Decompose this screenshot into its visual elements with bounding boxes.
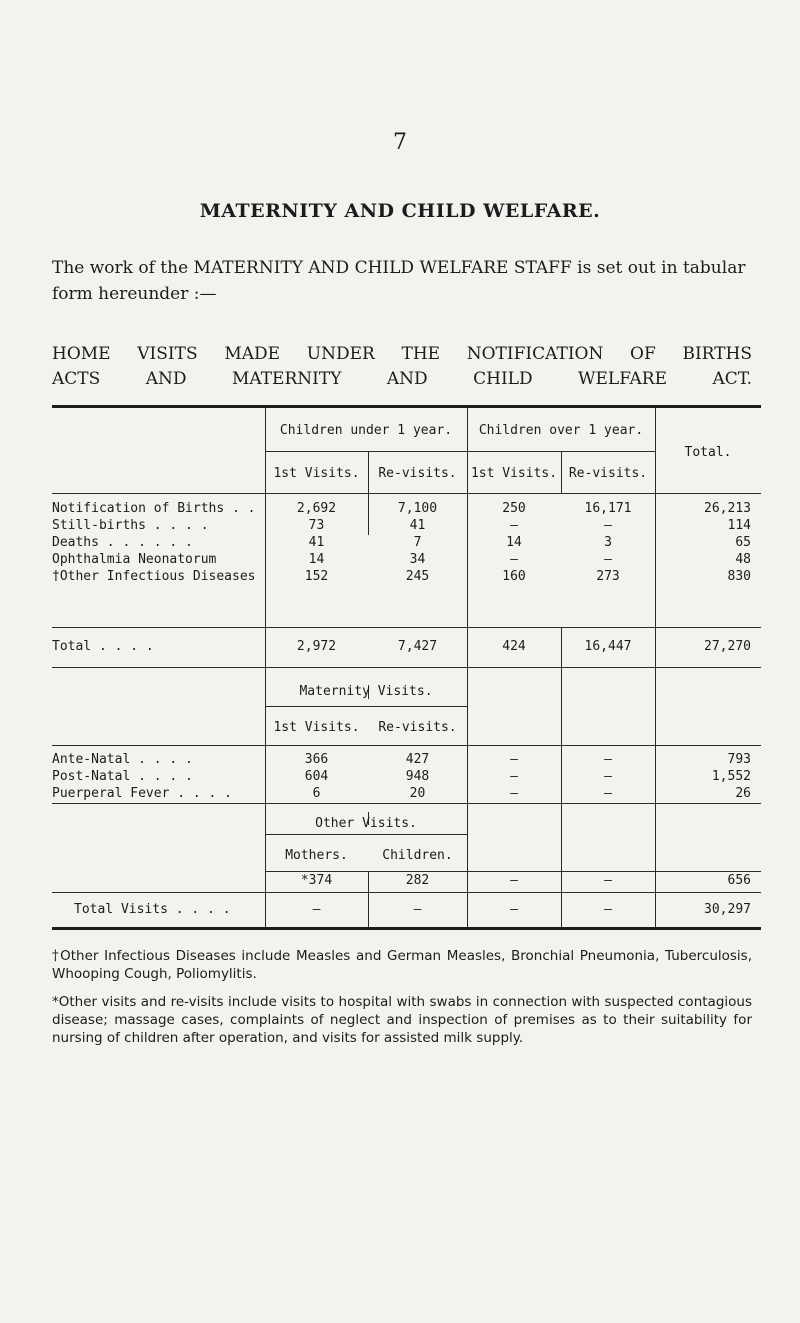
other-cell: — [510,873,518,888]
table-cell: 366 [304,752,329,767]
grand-total-cell: — [312,902,321,917]
dagger-symbol: † [52,948,61,964]
other-subheader-rule [265,834,467,835]
other-cell: — [604,873,612,888]
maternity-first-visits: 1st Visits. [273,720,360,735]
other-cell: *374 [300,873,333,888]
table-cell: 6 [312,786,321,801]
total-cell: 424 [502,639,526,654]
table-cell: 65 [735,535,751,550]
total-top-rule [52,627,761,628]
group-header-over-1: Children over 1 year. [478,423,644,438]
table-row-label: Deaths . . . . . . [52,535,193,550]
table-cell: 152 [304,569,329,584]
grand-total-cell: — [604,902,612,917]
maternity-header-bottom-rule [52,745,761,746]
table-cell: 41 [308,535,325,550]
maternity-subheader-rule [265,706,467,707]
section-heading [52,342,752,392]
table-cell: 830 [727,569,751,584]
table-cell: 16,171 [584,501,632,516]
other-visits-header: Other Visits. [315,816,417,831]
table-cell: 34 [409,552,426,567]
subheader-re-visits-1: Re-visits. [378,466,457,481]
table-row-label: Still-births . . . . [52,518,209,533]
section-heading-line-2: ACTS AND MATERNITY AND CHILD WELFARE ACT. [52,369,752,389]
table-cell: 427 [405,752,430,767]
other-mothers-header: Mothers. [285,848,348,863]
other-header-bottom-rule [265,871,761,872]
table-cell: 14 [308,552,325,567]
table-cell: — [510,769,518,784]
total-cell: 16,447 [584,639,632,654]
grand-total-top-rule [52,892,761,893]
table-cell: 20 [409,786,426,801]
table-cell: 245 [405,569,430,584]
table-cell: — [510,752,518,767]
table-cell: 7,100 [397,501,438,516]
table-cell: 948 [405,769,430,784]
table-bottom-rule [52,927,761,930]
maternity-visits-header: Maternity Visits. [299,684,433,699]
table-row-label: Ante-Natal . . . . [52,752,193,767]
table-cell: 2,692 [296,501,337,516]
total-cell: 7,427 [397,639,438,654]
table-cell: 48 [735,552,751,567]
other-children-header: Children. [382,848,453,863]
other-cell: 656 [727,873,751,888]
table-cell: 793 [727,752,751,767]
footnotes [52,947,752,1057]
table-cell: — [604,552,612,567]
total-header: Total. [684,445,732,460]
table-cell: 41 [409,518,426,533]
intro-paragraph: The work of the MATERNITY AND CHILD WELFARE STAFF is set out in tabular form hereunder :— [52,258,746,304]
star-footnote: *Other visits and re-visits include visits to hospital with swabs in connection with suspected contagious disease; massage cases, complaints of neglect and inspection of premises as to their suitability for nursing of children after operation, and visits for assisted milk supply. [52,994,752,1046]
total-row-label: Total . . . . [52,639,154,654]
other-cell: 282 [405,873,430,888]
maternity-re-visits: Re-visits. [378,720,457,735]
total-bottom-rule [52,667,761,668]
table-cell: — [604,769,612,784]
table-cell: 26 [735,786,751,801]
visits-table [52,405,761,930]
table-cell: — [510,552,518,567]
table-cell: 73 [308,518,325,533]
page-number: 7 [393,130,407,155]
table-cell: 1,552 [711,769,751,784]
dagger-footnote [52,947,752,983]
table-cell: — [604,752,612,767]
subheader-first-visits-2: 1st Visits. [470,466,558,481]
table-cell: 14 [506,535,522,550]
table-row-label: Ophthalmia Neonatorum [52,552,217,567]
other-top-rule [52,803,761,804]
table-cell: 273 [596,569,620,584]
table-cell: — [604,518,612,533]
table-row-label: Notification of Births . . [52,501,256,516]
subheader-re-visits-2: Re-visits. [568,466,648,481]
group-header-under-1: Children under 1 year. [279,423,453,438]
table-cell: 604 [304,769,329,784]
total-cell: 27,270 [704,639,751,654]
grand-total-cell: — [510,902,518,917]
table-row-label: Post-Natal . . . . [52,769,193,784]
subheader-rule-1 [265,451,655,452]
table-cell: 160 [502,569,526,584]
table-cell: — [510,518,518,533]
total-cell: 2,972 [296,639,337,654]
page-title: MATERNITY AND CHILD WELFARE. [199,200,601,222]
dagger-footnote-text: Other Infectious Diseases include Measles and German Measles, Bronchial Pneumonia, Tuberculosis, Whooping Cough, Poliomylitis. [52,948,752,982]
table-cell: 7 [413,535,422,550]
table-cell: 26,213 [704,501,751,516]
table-cell: — [604,786,612,801]
table-cell: 114 [727,518,751,533]
grand-total-cell: — [413,902,422,917]
table-cell: 3 [604,535,612,550]
section-heading-line-1: HOME VISITS MADE UNDER THE NOTIFICATION OF BIRTHS [52,344,752,364]
grand-total-label: Total Visits . . . . [74,902,231,917]
grand-total-cell: 30,297 [704,902,751,917]
header-bottom-rule [52,493,761,494]
table-row-label: †Other Infectious Diseases [52,569,256,584]
table-cell: 250 [502,501,526,516]
table-row-label: Puerperal Fever . . . . [52,786,233,801]
subheader-first-visits-1: 1st Visits. [273,466,360,481]
table-cell: — [510,786,518,801]
